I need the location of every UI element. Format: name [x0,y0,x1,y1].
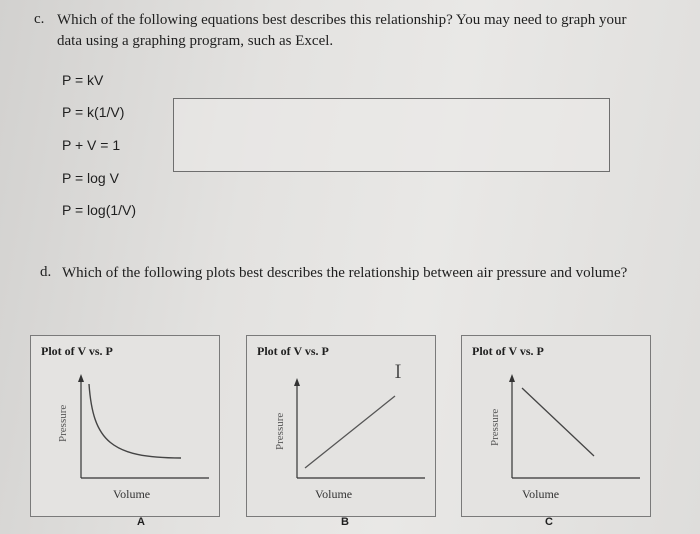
plot-b-letter: B [341,516,349,528]
plot-a-title: Plot of V vs. P [41,344,113,358]
plot-c-line [522,388,594,456]
text-cursor-icon: Ｉ [389,362,407,383]
plot-c-ylabel: Pressure [489,408,501,446]
option-p-equals-kv: P = kV [62,72,104,88]
plot-b[interactable] [246,335,436,517]
question-c-line2: data using a graphing program, such as Excel. [57,33,334,49]
plot-a-ylabel: Pressure [57,404,69,442]
plot-a-y-arrow [78,374,84,382]
plot-b-ylabel: Pressure [274,412,286,450]
plot-b-title: Plot of V vs. P [257,344,329,358]
question-c-line1: Which of the following equations best describes this relationship? You may need to graph your [57,12,627,28]
plot-c[interactable] [461,335,651,517]
answer-box[interactable] [173,98,610,172]
option-p-equals-log-inverse-v: P = log(1/V) [62,202,137,218]
plot-c-y-arrow [509,374,515,382]
question-d-text: Which of the following plots best describes the relationship between air pressure and volume? [62,265,628,281]
plot-c-xlabel: Volume [522,487,560,501]
question-d-label: d. [40,264,52,280]
option-p-plus-v-equals-1: P + V = 1 [62,137,121,153]
plot-b-y-arrow [294,378,300,386]
plot-a-xlabel: Volume [113,487,151,501]
plot-b-line [305,396,395,468]
option-p-equals-k-inverse-v: P = k(1/V) [62,104,125,120]
plot-a-curve [89,384,181,458]
plot-a-letter: A [137,516,145,528]
plot-c-title: Plot of V vs. P [472,344,544,358]
option-p-equals-log-v: P = log V [62,170,119,186]
question-c-label: c. [34,11,45,27]
question-c-text [57,10,692,52]
plot-a[interactable] [30,335,220,517]
plot-c-letter: C [545,516,553,528]
plot-b-xlabel: Volume [315,487,353,501]
